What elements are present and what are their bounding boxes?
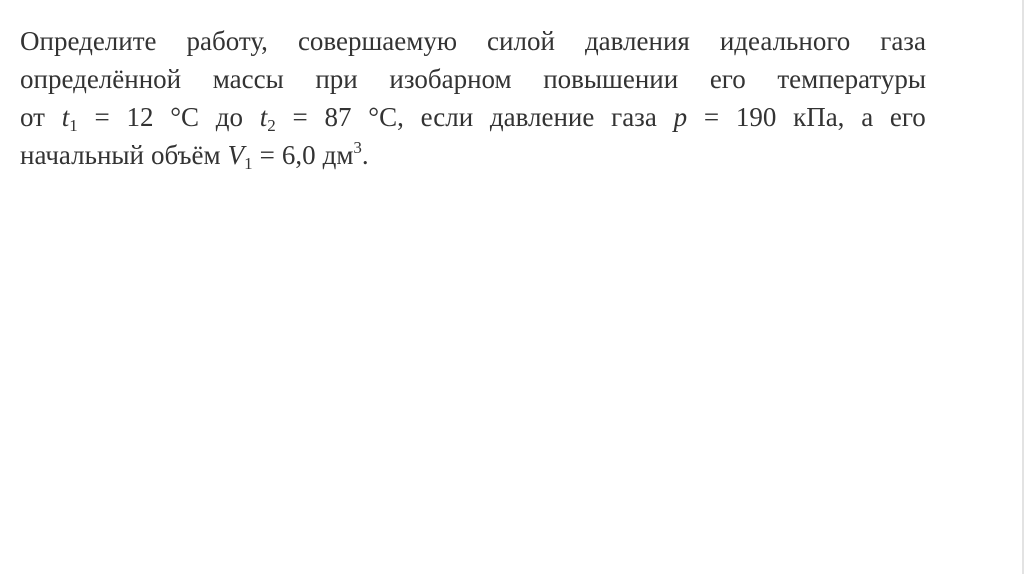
word: а	[861, 102, 874, 132]
equals-sign: =	[292, 102, 308, 132]
word: идеального	[719, 26, 851, 56]
word: определённой	[20, 64, 182, 94]
v1-value: 6,0	[281, 140, 316, 170]
word: работу,	[186, 26, 268, 56]
word: при	[315, 64, 358, 94]
word: начальный	[20, 140, 144, 170]
word: повышении	[543, 64, 679, 94]
t2-variable	[260, 98, 276, 136]
word: газа	[880, 26, 926, 56]
word: Определите	[20, 26, 157, 56]
equals-sign: =	[259, 140, 275, 170]
word: совершаемую	[297, 26, 458, 56]
word: газа	[611, 102, 657, 132]
t1-symbol: t	[61, 102, 70, 132]
word: давление	[489, 102, 595, 132]
problem-line-4	[20, 136, 926, 174]
problem-line-2	[20, 60, 926, 98]
t2-index: 2	[267, 116, 276, 135]
p-value: 190	[735, 102, 777, 132]
t2-value: 87	[324, 102, 352, 132]
word: массы	[212, 64, 284, 94]
v1-index: 1	[244, 154, 253, 173]
t1-variable	[62, 98, 78, 136]
word: до	[215, 102, 244, 132]
word: если	[420, 102, 474, 132]
v1-unit	[323, 136, 369, 174]
v1-symbol: V	[227, 140, 245, 170]
word: его	[709, 64, 746, 94]
word: изобарном	[389, 64, 512, 94]
word: давления	[584, 26, 690, 56]
t2-unit: °C,	[368, 102, 404, 132]
word: температуры	[777, 64, 926, 94]
problem-line-1	[20, 22, 926, 60]
equals-sign: =	[94, 102, 110, 132]
word: от	[20, 102, 45, 132]
word: объём	[150, 140, 221, 170]
v1-variable	[228, 136, 253, 174]
v1-unit-base: дм	[322, 140, 354, 170]
word: его	[889, 102, 926, 132]
t1-index: 1	[69, 116, 78, 135]
word: силой	[487, 26, 555, 56]
t1-value: 12	[126, 102, 154, 132]
problem-text	[20, 22, 926, 174]
p-unit: кПа,	[793, 102, 845, 132]
equals-sign: =	[703, 102, 720, 132]
p-symbol: p	[673, 102, 688, 132]
t1-unit: °C	[170, 102, 200, 132]
t2-symbol: t	[259, 102, 268, 132]
v1-unit-power: 3	[353, 138, 362, 157]
sentence-end: .	[361, 140, 369, 170]
problem-line-3	[20, 98, 926, 136]
